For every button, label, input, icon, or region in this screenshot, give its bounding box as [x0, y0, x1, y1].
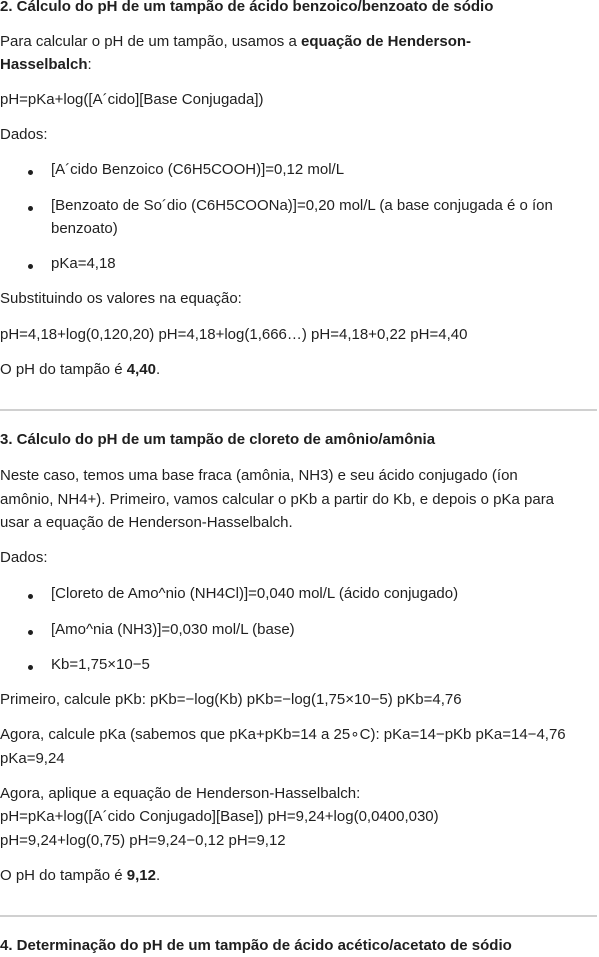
bullet-item: [A´cido Benzoico (C6H5COOH)]=0,12 mol/L: [51, 161, 345, 178]
bullet-dot: [28, 594, 33, 599]
bullet-dot: [28, 630, 33, 635]
calculation-line: pH=4,18+log(0,120,20) pH=4,18+log(1,666…) pH=4,18+0,22 pH=4,40: [0, 326, 468, 343]
intro-bold-text: equação de Henderson-: [300, 33, 472, 50]
paragraph-line: amônio, NH4+). Primeiro, vamos calcular o pKb a partir do Kb, e depois o pKa para: [0, 491, 555, 508]
section-2-intro-line-1: [0, 31, 471, 53]
pkb-calculation: Primeiro, calcule pKb: pKb=−log(Kb) pKb=−log(1,75×10−5) pKb=4,76: [0, 691, 462, 708]
intro-bold-text-2: Hasselbalch: [0, 56, 88, 73]
bullet-item: pKa=4,18: [51, 255, 116, 272]
section-divider: [0, 409, 597, 411]
bullet-dot: [28, 206, 33, 211]
result-suffix: .: [155, 867, 161, 884]
dados-label: Dados:: [0, 126, 48, 143]
result-prefix: O pH do tampão é: [0, 361, 127, 378]
intro-suffix: :: [87, 56, 92, 73]
result-prefix: O pH do tampão é: [0, 867, 127, 884]
bullet-dot: [28, 264, 33, 269]
section-3-result: [0, 865, 160, 887]
henderson-application-line: pH=pKa+log([A´cido Conjugado][Base]) pH=9,24+log(0,0400,030): [0, 808, 439, 825]
section-3-heading: 3. Cálculo do pH de um tampão de cloreto de amônio/amônia: [0, 431, 436, 448]
bullet-item: [Benzoato de So´dio (C6H5COONa)]=0,20 mol/L (a base conjugada é o íon: [51, 197, 553, 214]
result-value: 9,12: [126, 867, 156, 884]
substitute-text: Substituindo os valores na equação:: [0, 290, 242, 307]
paragraph-line: Neste caso, temos uma base fraca (amônia, NH3) e seu ácido conjugado (íon: [0, 467, 518, 484]
section-4-heading: 4. Determinação do pH de um tampão de ácido acético/acetato de sódio: [0, 937, 512, 954]
bullet-dot: [28, 170, 33, 175]
bullet-item: Kb=1,75×10−5: [51, 656, 150, 673]
henderson-application-line: pH=9,24+log(0,75) pH=9,24−0,12 pH=9,12: [0, 832, 286, 849]
section-2-heading: 2. Cálculo do pH de um tampão de ácido benzoico/benzoato de sódio: [0, 0, 494, 15]
result-suffix: .: [155, 361, 161, 378]
paragraph-line: usar a equação de Henderson-Hasselbalch.: [0, 514, 293, 531]
henderson-formula: pH=pKa+log([A´cido][Base Conjugada]): [0, 91, 264, 108]
section-2-result: [0, 359, 160, 381]
bullet-dot: [28, 665, 33, 670]
henderson-application-line: Agora, aplique a equação de Henderson-Hasselbalch:: [0, 785, 361, 802]
bullet-item: [Cloreto de Amo^nio (NH4Cl)]=0,040 mol/L (ácido conjugado): [51, 585, 459, 602]
intro-text: Para calcular o pH de um tampão, usamos a: [0, 33, 301, 50]
pka-calculation-line-2: pKa=9,24: [0, 750, 65, 767]
section-2-intro-line-2: [0, 54, 92, 76]
result-value: 4,40: [126, 361, 156, 378]
bullet-item: [Amo^nia (NH3)]=0,030 mol/L (base): [51, 621, 295, 638]
bullet-item-continuation: benzoato): [51, 220, 118, 237]
pka-calculation-line-1: Agora, calcule pKa (sabemos que pKa+pKb=14 a 25∘C): pKa=14−pKb pKa=14−4,76: [0, 726, 566, 743]
section-divider: [0, 915, 597, 917]
dados-label: Dados:: [0, 549, 48, 566]
